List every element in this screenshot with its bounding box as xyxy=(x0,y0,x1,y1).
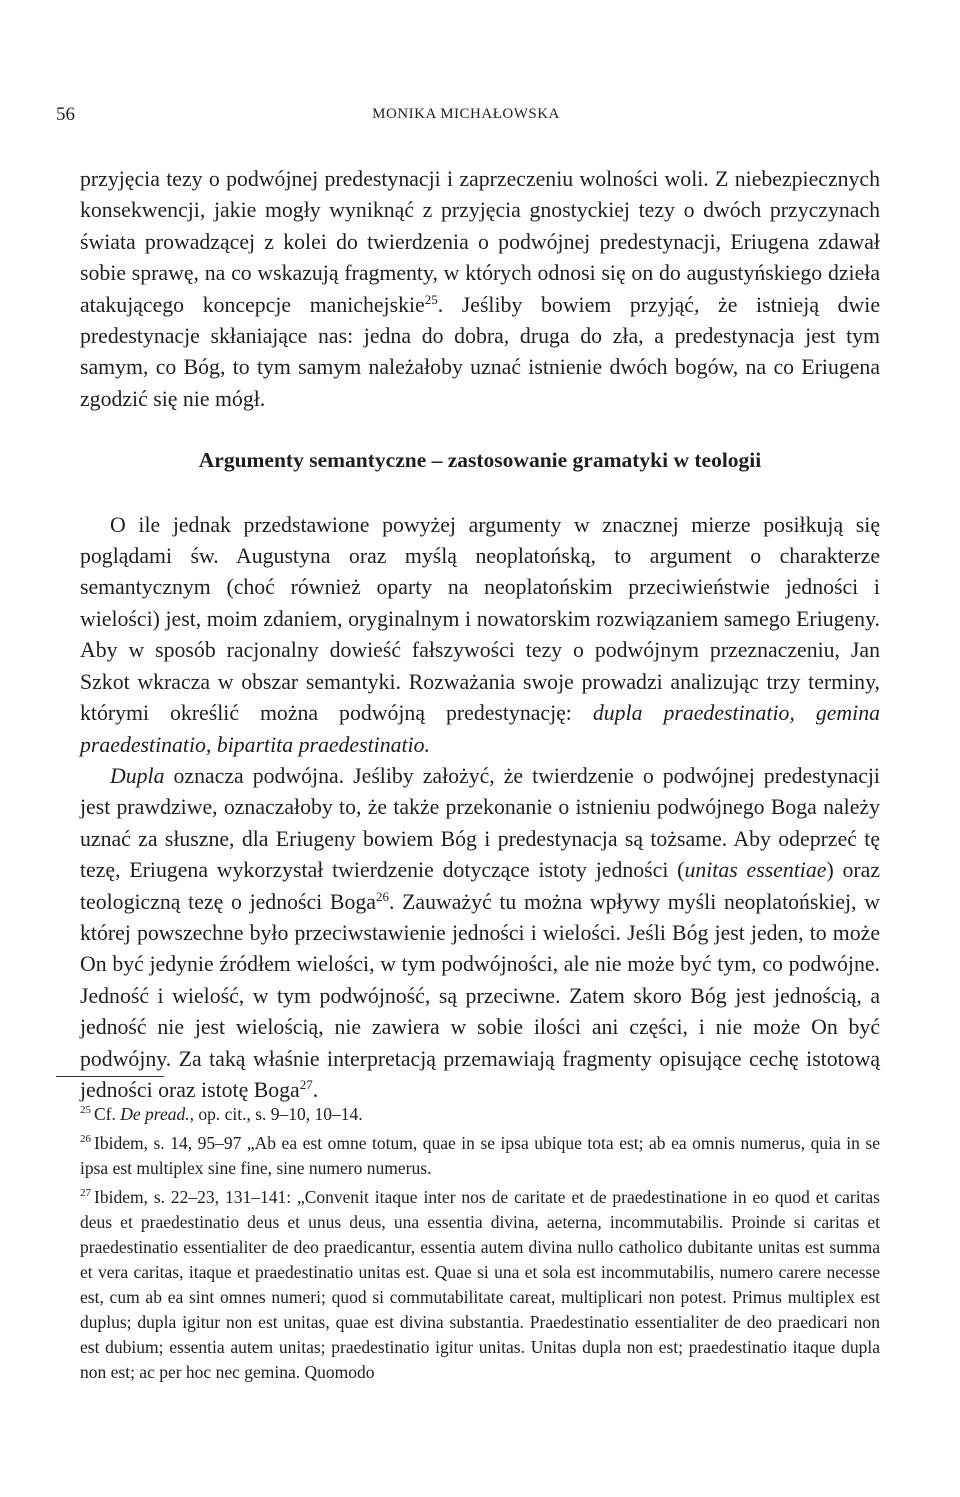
running-head: MONIKA MICHAŁOWSKA xyxy=(372,106,560,122)
footnote-divider xyxy=(56,1076,164,1077)
term-dupla: Dupla xyxy=(110,763,165,788)
footnote-ref-26[interactable]: 26 xyxy=(375,888,389,904)
paragraph-3-text-a: oznacza podwójna. Jeśliby założyć, że twierdzenie o podwójnej predestynacji jest prawdziwe, oznaczałoby to, że także przekonanie o istnieniu podwójnego Boga należy uznać za słuszne, dla Eriugeny bowiem Bóg i predestynacja są tożsame. Aby odeprzeć tę tezę, Eriugena wykorzystał twierdzenie dotyczące istoty jedności ( xyxy=(80,763,880,883)
paragraph-1-text-a: przyjęcia tezy o podwójnej predestynacji i zaprzeczeniu wolności woli. Z niebezpiecznych konsekwencji, jakie mogły wyniknąć z przyjęcia gnostyckiej tezy o dwóch przyczynach świata prowadzącej z kolei do twierdzenia o podwójnej predestynacji, Eriugena zdawał sobie sprawę, na co wskazują fragmenty, w których odnosi się on do augustyńskiego dzieła atakującego koncepcje manichejskie xyxy=(80,167,880,317)
footnote-text: Cf. xyxy=(94,1104,121,1124)
paragraph-3-text-d: . xyxy=(312,1077,319,1102)
footnote-25 xyxy=(80,1098,880,1127)
footnote-text-post: , op. cit., s. 9–10, 10–14. xyxy=(189,1104,363,1124)
footnote-text: Ibidem, s. 14, 95–97 „Ab ea est omne totum, quae in se ipsa ubique tota est; ab ea omnis numerus, quia in se ipsa est multiplex sine fine, sine numero numerus. xyxy=(80,1133,880,1178)
latin-terms: dupla praedestinatio, gemina praedestinatio, bipartita praedestinatio. xyxy=(80,701,880,757)
section-heading: Argumenty semantyczne – zastosowanie gramatyki w teologii xyxy=(198,448,762,473)
footnote-text: Ibidem, s. 22–23, 131–141: „Convenit itaque inter nos de caritate et de praedestinatione in eo quod et caritas deus et praedestinatio deus et unus deus, una essentia divina, aeterna, incommutabilis. Proinde si caritas et praedestinatio essentialiter de deo praedicantur, essentia autem divina nullo catholico dubitante unitas est summa et vera caritas, itaque et praedestinatio unitas est. Quae si una et sola est incommutabilis, numero carere necesse est, cum ab ea sint omnes numeri; quod si commutabilitate careat, multiplicari non potest. Primus multiplex est duplus; dupla igitur non est unitas, quae est divina substantia. Praedestinatio essentialiter de deo praedicari non est dubium; essentia autem unitas; praedestinatio igitur unitas. Unitas dupla non est; praedestinatio itaque dupla non est; ac per hoc nec gemina. Quomodo xyxy=(80,1187,880,1382)
footnote-27 xyxy=(80,1181,880,1385)
main-text xyxy=(80,164,880,1106)
footnote-26 xyxy=(80,1127,880,1181)
footnote-ref-25[interactable]: 25 xyxy=(424,291,438,307)
paragraph-2 xyxy=(80,510,880,761)
paragraph-3 xyxy=(80,761,880,1106)
paragraph-3-text-c: . Zauważyć tu można wpływy myśli neoplatońskiej, w której powszechne było przeciwstawienie jedności i wielości. Jeśli Bóg jest jeden, to może On być jedynie źródłem wielości, w tym podwójności, ale nie może być tym, co podwójne. Jedność i wielość, w tym podwójność, są przeciwne. Zatem skoro Bóg jest jednością, a jedność nie jest wielością, nie zawiera w sobie ilości ani części, i nie może On być podwójny. Za taką właśnie interpretacją przemawiają fragmenty opisujące cechę istotową jedności oraz istotę Boga xyxy=(80,889,880,1102)
paragraph-1-text-b: . Jeśliby bowiem przyjąć, że istnieją dwie predestynacje skłaniające nas: jedna do dobra, druga do zła, a predestynacja jest tym samym, co Bóg, to tym samym należałoby uznać istnienie dwóch bogów, na co Eriugena zgodzić się nie mógł. xyxy=(80,292,880,411)
footnote-ref-27[interactable]: 27 xyxy=(299,1076,313,1092)
footnote-number: 27 xyxy=(80,1187,91,1199)
latin-unitas-essentiae: unitas essentiae xyxy=(684,858,827,883)
page-number: 56 xyxy=(56,104,75,125)
footnotes xyxy=(80,1098,880,1385)
paragraph-2-text: O ile jednak przedstawione powyżej argumenty w znacznej mierze posiłkują się poglądami św. Augustyna oraz myślą neoplatońską, to argument o charakterze semantycznym (choć również oparty na neoplatońskim przeciwieństwie jedności i wielości) jest, moim zdaniem, oryginalnym i nowatorskim rozwiązaniem samego Eriugeny. Aby w sposób racjonalny dowieść fałszywości tezy o podwójnym przeznaczeniu, Jan Szkot wkracza w obszar semantyki. Rozważania swoje prowadzi analizując trzy terminy, którymi określić można podwójną predestynację: xyxy=(80,512,880,726)
footnote-number: 25 xyxy=(80,1104,91,1116)
paragraph-1 xyxy=(80,164,880,415)
page-header xyxy=(56,104,876,134)
footnote-number: 26 xyxy=(80,1133,91,1145)
footnote-italic: De pread. xyxy=(120,1104,190,1124)
paragraph-3-text-b: ) oraz teologiczną tezę o jedności Boga xyxy=(80,858,880,914)
